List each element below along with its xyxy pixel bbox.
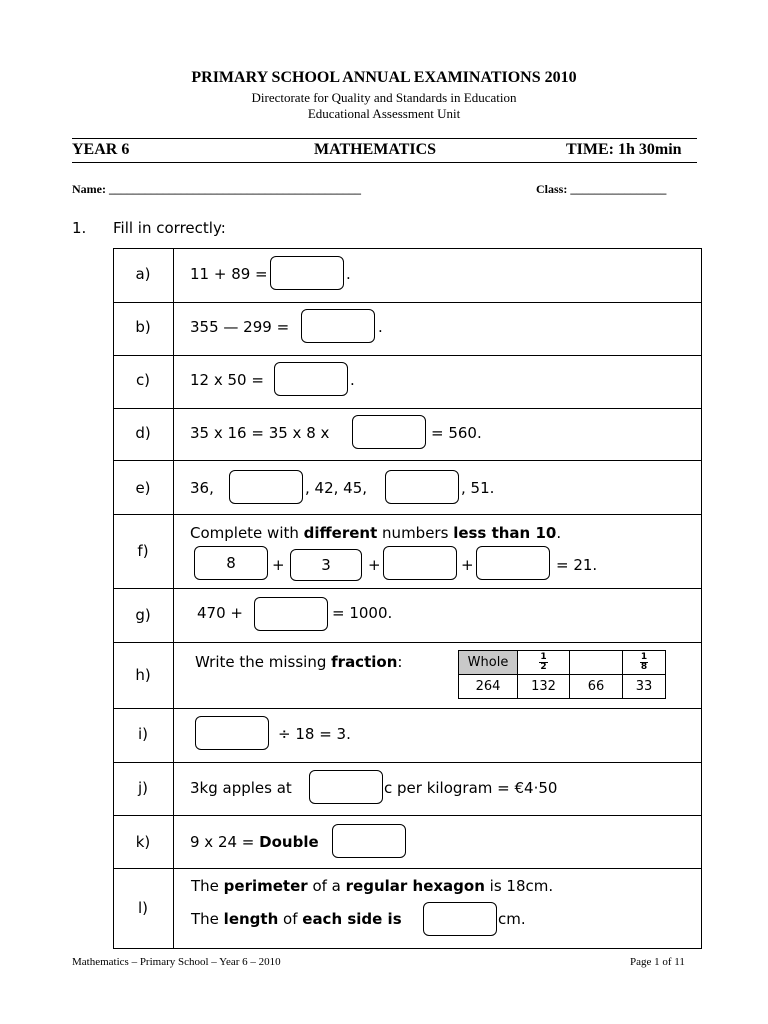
answer-box-e2[interactable] xyxy=(385,470,459,504)
question-number: 1. xyxy=(72,219,87,237)
row-g-expression: 470 + xyxy=(197,604,243,622)
fraction-numerator: 1 xyxy=(640,652,648,662)
row-j-result: c per kilogram = €4·50 xyxy=(384,779,558,797)
row-label-g: g) xyxy=(135,606,151,624)
row-label-c: c) xyxy=(135,371,151,389)
time-label: TIME: 1h 30min xyxy=(566,141,682,158)
question-instruction: Fill in correctly: xyxy=(113,219,226,237)
instruction-text: numbers xyxy=(377,524,454,542)
answer-box-k[interactable] xyxy=(332,824,406,858)
row-i-expression: ÷ 18 = 3. xyxy=(278,725,351,743)
row-f-instruction xyxy=(190,524,561,542)
row-k-expression xyxy=(190,833,319,851)
half-fraction xyxy=(539,653,547,672)
sentence-text: is 18cm. xyxy=(484,877,554,895)
eighth-fraction xyxy=(640,653,648,672)
row-l-unit: cm. xyxy=(498,910,526,928)
row-label-e: e) xyxy=(135,479,151,497)
row-b-expression: 355 — 299 = xyxy=(190,318,290,336)
answer-box-i[interactable] xyxy=(195,716,269,750)
answer-box-d[interactable] xyxy=(352,415,426,449)
footer-left: Mathematics – Primary School – Year 6 – 2010 xyxy=(72,956,281,968)
fraction-header-missing[interactable] xyxy=(570,651,623,675)
row-divider xyxy=(113,460,702,461)
instruction-text: Write the missing xyxy=(195,653,332,671)
year-label: YEAR 6 xyxy=(72,141,130,158)
row-l-line2 xyxy=(191,910,402,928)
expression-text: 9 x 24 = xyxy=(190,833,260,851)
instruction-text: Complete with xyxy=(190,524,304,542)
row-e-start: 36, xyxy=(190,479,214,497)
instruction-bold-less-than: less than 10 xyxy=(453,524,557,542)
header-rule-top xyxy=(72,138,697,139)
row-g-result: = 1000. xyxy=(332,604,393,622)
answer-box-f3[interactable] xyxy=(383,546,457,580)
fraction-numerator: 1 xyxy=(540,652,547,662)
answer-box-l[interactable] xyxy=(423,902,497,936)
row-e-middle: , 42, 45, xyxy=(305,479,368,497)
row-label-l: l) xyxy=(137,899,149,917)
fraction-denominator: 8 xyxy=(640,662,648,672)
plus-sign: + xyxy=(461,556,474,574)
row-l-line1 xyxy=(191,877,553,895)
instruction-text: : xyxy=(397,653,403,671)
answer-box-f2[interactable]: 3 xyxy=(290,549,362,581)
row-divider xyxy=(113,514,702,515)
exam-title: PRIMARY SCHOOL ANNUAL EXAMINATIONS 2010 xyxy=(191,69,577,86)
row-b-period: . xyxy=(378,318,383,336)
sentence-text: The xyxy=(191,877,224,895)
row-divider xyxy=(113,642,702,643)
row-f-result: = 21. xyxy=(556,556,598,574)
row-divider xyxy=(113,708,702,709)
answer-box-b[interactable] xyxy=(301,309,375,343)
plus-sign: + xyxy=(368,556,381,574)
answer-box-f1[interactable]: 8 xyxy=(194,546,268,580)
row-c-period: . xyxy=(350,371,355,389)
row-j-expression: 3kg apples at xyxy=(190,779,292,797)
class-field[interactable]: Class: ________________ xyxy=(536,182,667,196)
fraction-header-half xyxy=(518,651,570,675)
row-d-expression: 35 x 16 = 35 x 8 x xyxy=(190,424,330,442)
answer-box-a[interactable] xyxy=(270,256,344,290)
table-column-divider xyxy=(173,248,174,949)
row-label-j: j) xyxy=(137,779,149,797)
fraction-value: 33 xyxy=(623,675,666,699)
sentence-text: of xyxy=(278,910,303,928)
row-c-expression: 12 x 50 = xyxy=(190,371,264,389)
directorate-line: Directorate for Quality and Standards in Education xyxy=(251,90,517,105)
row-label-k: k) xyxy=(135,833,151,851)
row-a-period: . xyxy=(346,265,351,283)
bold-regular-hexagon: regular hexagon xyxy=(345,877,485,895)
fraction-value: 66 xyxy=(570,675,623,699)
answer-box-g[interactable] xyxy=(254,597,328,631)
bold-each-side: each side is xyxy=(302,910,402,928)
row-a-expression: 11 + 89 = xyxy=(190,265,268,283)
footer-page-number: Page 1 of 11 xyxy=(630,956,685,968)
row-d-result: = 560. xyxy=(431,424,482,442)
header-rule-bottom xyxy=(72,162,697,163)
fraction-header-whole: Whole xyxy=(459,651,518,675)
row-label-h: h) xyxy=(135,666,151,684)
row-divider xyxy=(113,868,702,869)
row-e-end: , 51. xyxy=(461,479,495,497)
unit-line: Educational Assessment Unit xyxy=(307,106,461,121)
row-label-b: b) xyxy=(135,318,151,336)
plus-sign: + xyxy=(272,556,285,574)
row-divider xyxy=(113,355,702,356)
instruction-bold-fraction: fraction xyxy=(331,653,398,671)
row-label-f: f) xyxy=(137,542,149,560)
bold-length: length xyxy=(223,910,279,928)
row-divider xyxy=(113,302,702,303)
fraction-value: 264 xyxy=(459,675,518,699)
row-label-a: a) xyxy=(135,265,151,283)
fraction-value: 132 xyxy=(518,675,570,699)
row-divider xyxy=(113,408,702,409)
row-h-instruction xyxy=(195,653,402,671)
sentence-text: The xyxy=(191,910,224,928)
answer-box-j[interactable] xyxy=(309,770,383,804)
expression-bold-double: Double xyxy=(259,833,319,851)
answer-box-f4[interactable] xyxy=(476,546,550,580)
answer-box-e1[interactable] xyxy=(229,470,303,504)
row-divider xyxy=(113,815,702,816)
bold-perimeter: perimeter xyxy=(223,877,308,895)
fraction-header-eighth xyxy=(623,651,666,675)
name-field[interactable]: Name: __________________________________________ xyxy=(72,182,361,196)
answer-box-c[interactable] xyxy=(274,362,348,396)
subject-label: MATHEMATICS xyxy=(314,141,437,158)
row-divider xyxy=(113,762,702,763)
instruction-text: . xyxy=(556,524,562,542)
fraction-table xyxy=(458,650,666,699)
row-label-i: i) xyxy=(137,725,149,743)
row-label-d: d) xyxy=(135,424,151,442)
instruction-bold-different: different xyxy=(303,524,378,542)
fraction-denominator: 2 xyxy=(540,662,547,672)
sentence-text: of a xyxy=(307,877,346,895)
row-divider xyxy=(113,588,702,589)
